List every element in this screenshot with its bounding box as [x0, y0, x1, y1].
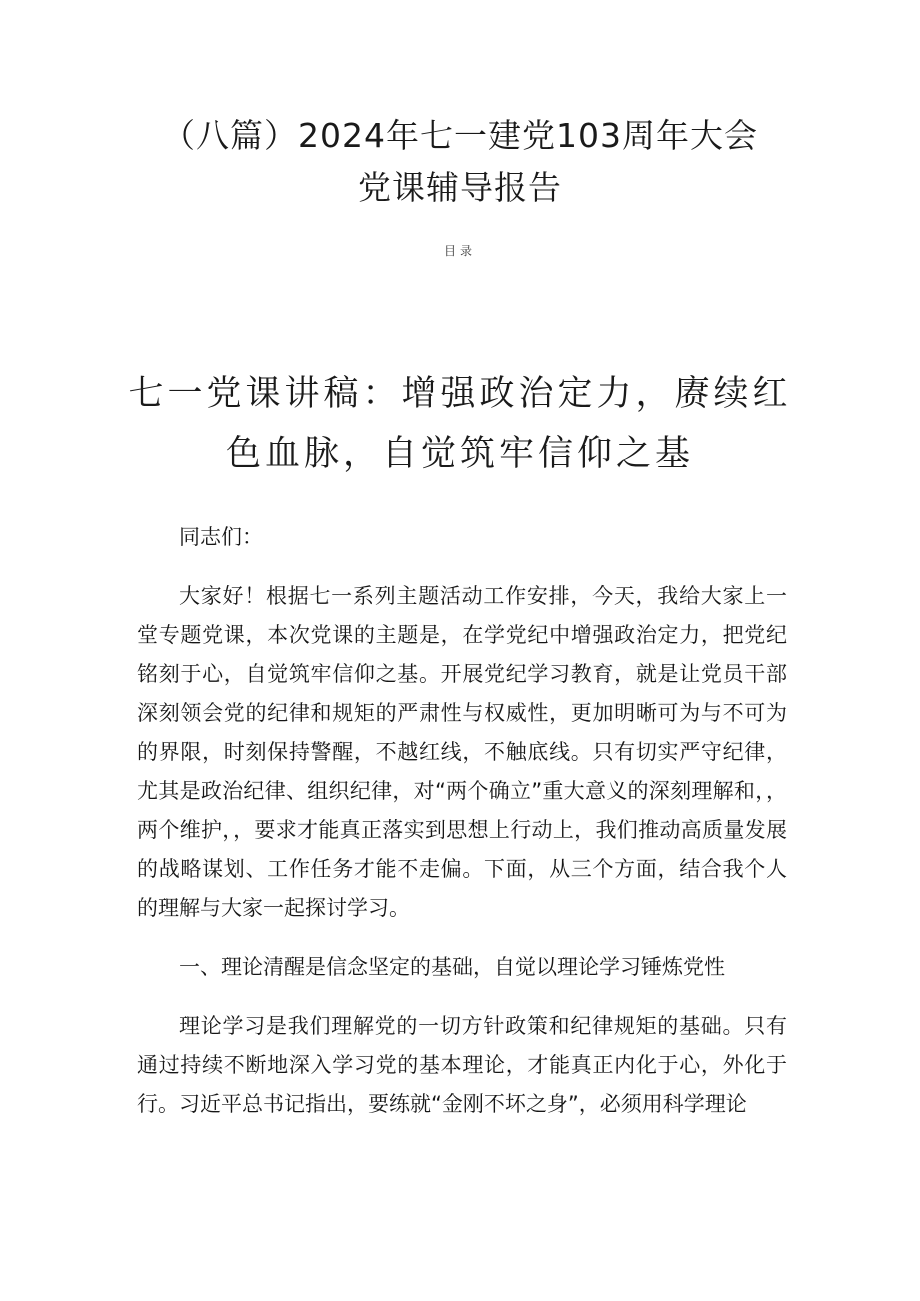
- paragraph-theory: 理论学习是我们理解党的一切方针政策和纪律规矩的基础。只有通过持续不断地深入学习党的基本理论，才能真正内化于心，外化于行。习近平总书记指出，要练就“金刚不坏之身”，必须用科学理论: [137, 1014, 787, 1116]
- paragraph-salutation: 同志们：: [179, 525, 263, 549]
- body-text: [137, 518, 787, 1144]
- paragraph-intro: 大家好！根据七一系列主题活动工作安排，今天，我给大家上一堂专题党课，本次党课的主题是，在学党纪中增强政治定力，把党纪铭刻于心，自觉筑牢信仰之基。开展党纪学习教育，就是让党员干部深刻领会党的纪律和规矩的严肃性与权威性，更加明晰可为与不可为的界限，时刻保持警醒，不越红线，不触底线。只有切实严守纪律，尤其是政治纪律、组织纪律，对“两个确立”重大意义的深刻理解和，，两个维护，，要求才能真正落实到思想上行动上，我们推动高质量发展的战略谋划、工作任务才能不走偏。下面，从三个方面，结合我个人的理解与大家一起探讨学习。: [137, 584, 787, 920]
- section-title: 七一党课讲稿：增强政治定力，赓续红色血脉，自觉筑牢信仰之基: [128, 374, 792, 474]
- document-title: （八篇）2024年七一建党103周年大会党课辅导报告: [162, 116, 758, 207]
- paragraph-heading-one: 一、理论清醒是信念坚定的基础，自觉以理论学习锤炼党性: [179, 955, 725, 979]
- toc-label: 目录: [443, 244, 476, 258]
